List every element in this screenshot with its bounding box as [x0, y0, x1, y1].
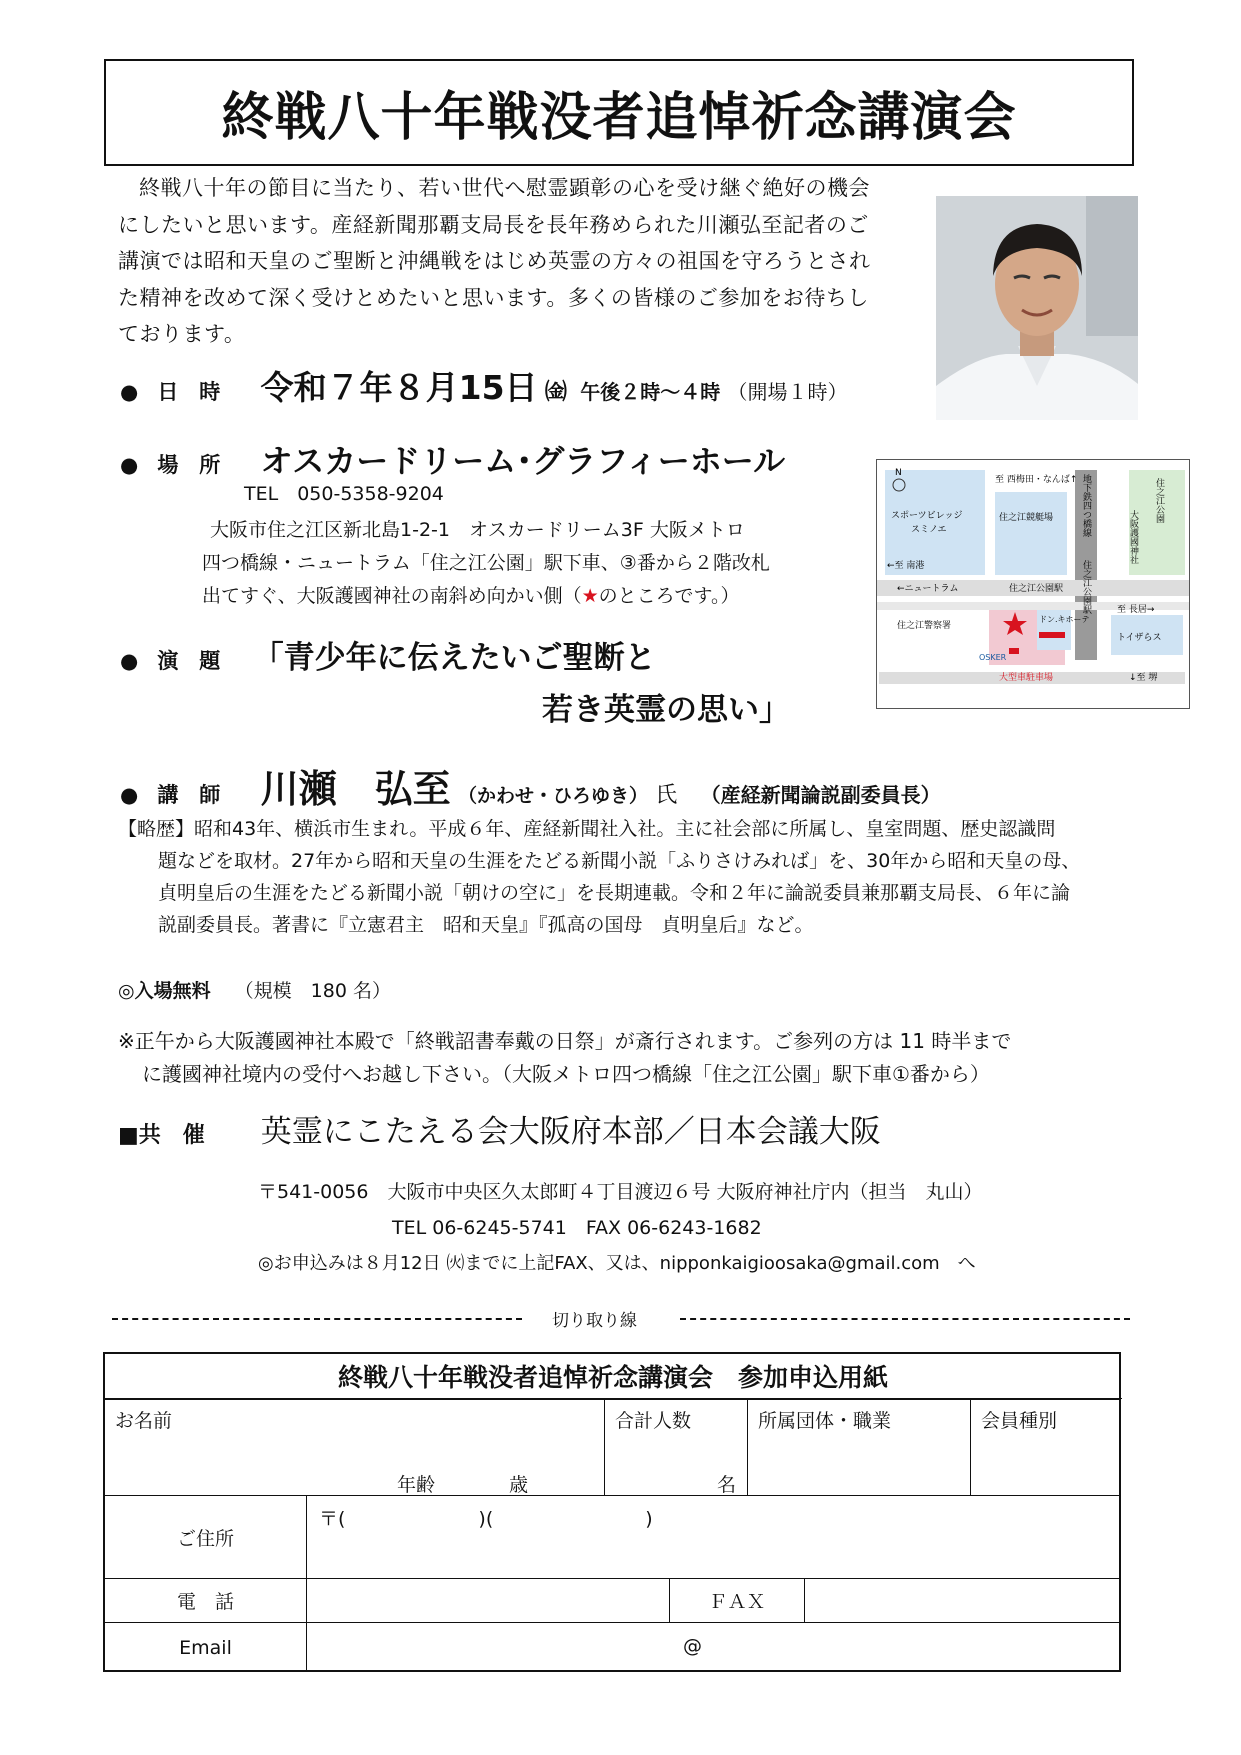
map-label: 至 西梅田・なんば↑ — [995, 475, 1078, 485]
map-label: 至 長居→ — [1117, 605, 1155, 615]
count-label: 合計人数 — [615, 1410, 692, 1432]
phone-label: 電 話 — [105, 1578, 307, 1623]
bullet: ● — [120, 453, 139, 477]
speaker-portrait-image — [936, 196, 1138, 420]
email-label: Email — [105, 1622, 307, 1672]
speaker-position: （産経新聞論説副委員長） — [700, 783, 941, 807]
topic-line: 「青少年に伝えたいご聖断と — [252, 640, 656, 676]
application-form — [103, 1352, 1121, 1672]
topic-row — [120, 632, 656, 677]
bio-line: 【略歴】昭和43年、横浜市生まれ。平成６年、産経新聞社入社。主に社会部に所属し、皇室問題、歴史認識問 — [118, 818, 1056, 840]
star-marker-icon: ★ — [581, 585, 599, 607]
name-label: お名前 — [115, 1410, 173, 1432]
page-title: 終戦八十年戦没者追悼祈念講演会 — [221, 88, 1017, 148]
speaker-label: 講 師 — [157, 783, 221, 807]
address-label: ご住所 — [105, 1495, 307, 1579]
name-field[interactable] — [105, 1399, 605, 1496]
intro-line: ております。 — [118, 322, 246, 346]
bullet: ● — [120, 649, 139, 673]
bullet: ● — [120, 783, 139, 807]
event-weekday: ㈮ — [544, 380, 567, 405]
open-time: （開場１時） — [727, 380, 848, 404]
member-label: 会員種別 — [981, 1410, 1058, 1432]
age-unit: 歳 — [509, 1474, 529, 1496]
fax-field[interactable] — [804, 1578, 1121, 1623]
sponsor — [118, 1106, 881, 1151]
access-map-drawing — [877, 460, 1189, 708]
speaker-reading: （かわせ・ひろゆき） — [457, 785, 648, 807]
count-field[interactable] — [604, 1399, 748, 1496]
cut-line-left — [112, 1318, 522, 1320]
topic-line: 若き英霊の思い」 — [542, 692, 790, 728]
event-time: 午後２時～４時 — [580, 380, 721, 404]
venue-row — [120, 436, 785, 482]
note-line: ※正午から大阪護國神社本殿で「終戦詔書奉戴の日祭」が斎行されます。ご参列の方は 11 時半まで — [118, 1029, 1012, 1053]
map-label: 住之江警察署 — [897, 621, 952, 631]
email-field[interactable] — [306, 1622, 1121, 1672]
map-label: トイザらス — [1117, 633, 1162, 643]
speaker-honorific: 氏 — [655, 783, 678, 808]
speaker-name: 川瀬 弘至 — [260, 767, 451, 811]
venue-address-line: 大阪市住之江区新北島1-2-1 オスカードリーム3F 大阪メトロ — [210, 519, 745, 541]
map-north: N — [895, 468, 902, 478]
cut-line-label: 切り取り線 — [552, 1311, 637, 1331]
datetime-row — [120, 362, 848, 409]
bullet: ● — [120, 380, 139, 404]
sponsor-name: 英霊にこたえる会大阪府本部／日本会議大阪 — [260, 1114, 881, 1150]
venue-label: 場 所 — [157, 453, 221, 477]
map-label: 地下鉄四つ橋線 — [1081, 474, 1091, 537]
admission-label: ◎入場無料 — [118, 980, 211, 1002]
map-label: 住之江公園駅 — [1009, 584, 1064, 594]
map-label: 大阪護國神社 — [1128, 510, 1138, 564]
title-box — [104, 59, 1134, 166]
map-label: スポーツビレッジ — [891, 511, 963, 521]
admission — [118, 976, 391, 1003]
contact — [258, 1174, 983, 1282]
address-field[interactable] — [306, 1495, 1121, 1579]
venue-name: オスカードリーム･グラフィーホール — [260, 442, 786, 480]
contact-address: 〒541-0056 大阪市中央区久太郎町４丁目渡辺６号 大阪府神社庁内（担当 丸山） — [258, 1181, 983, 1203]
speaker-photo — [936, 196, 1138, 420]
map-label: OSKER — [979, 653, 1007, 662]
count-unit: 名 — [717, 1474, 737, 1496]
sponsor-label: ■共 催 — [118, 1123, 205, 1148]
map-label: 住之江公園駅 — [1081, 560, 1091, 614]
access-map — [876, 459, 1190, 709]
bio-line: 貞明皇后の生涯をたどる新聞小説「朝けの空に」を長期連載。令和２年に論説委員兼那覇支局長、６年に論 — [158, 882, 1071, 904]
map-label: スミノエ — [911, 525, 947, 535]
form-title: 終戦八十年戦没者追悼祈念講演会 参加申込用紙 — [104, 1353, 1122, 1399]
intro-line: 終戦八十年の節目に当たり、若い世代へ慰霊顕彰の心を受け継ぐ絶好の機会 — [139, 176, 870, 200]
intro-line: た精神を改めて深く受けとめたいと思います。多くの皆様のご参加をお待ちし — [118, 285, 869, 310]
fax-label: ＦＡＸ — [669, 1578, 805, 1623]
intro-line: にしたいと思います。産経新聞那覇支局長を長年務められた川瀬弘至記者のご — [118, 212, 869, 237]
map-label: 大型車駐車場 — [999, 673, 1054, 683]
map-label: 住之江公園 — [1154, 478, 1164, 523]
cut-line-right — [680, 1318, 1130, 1320]
age-label: 年齢 — [397, 1474, 436, 1496]
admission-scale: （規模 180 名） — [234, 980, 391, 1002]
venue-address — [202, 514, 850, 613]
map-label: ←ニュートラム — [897, 584, 959, 594]
phone-field[interactable] — [306, 1578, 670, 1623]
apply-instructions: ◎お申込みは８月12日 ㈫までに上記FAX、又は、nipponkaigioosaka@gmail.com へ — [258, 1253, 976, 1274]
member-field[interactable] — [970, 1399, 1121, 1496]
venue-tel: TEL 050-5358-9204 — [244, 483, 444, 505]
note-line: に護國神社境内の受付へお越し下さい。（大阪メトロ四つ橋線「住之江公園」駅下車①番から） — [142, 1062, 990, 1086]
event-date: 令和７年８月15日 — [260, 368, 538, 407]
org-label: 所属団体・職業 — [758, 1410, 892, 1432]
speaker-bio — [118, 813, 1128, 941]
map-label: ドン.キホーテ — [1039, 615, 1090, 624]
intro-paragraph — [118, 170, 928, 353]
map-label: ←至 南港 — [887, 561, 925, 571]
postal-code: 〒( )( ) — [319, 1508, 653, 1530]
speaker-row — [120, 758, 941, 813]
note — [118, 1025, 1128, 1091]
venue-address-line: 四つ橋線・ニュートラム「住之江公園」駅下車、③番から２階改札 — [202, 552, 770, 574]
org-field[interactable] — [747, 1399, 971, 1496]
intro-line: 講演では昭和天皇のご聖断と沖縄戦をはじめ英霊の方々の祖国を守ろうとされ — [118, 249, 871, 273]
contact-telfax: TEL 06-6245-5741 FAX 06-6243-1682 — [392, 1217, 762, 1239]
topic-label: 演 題 — [157, 649, 221, 673]
bio-line: 説副委員長。著書に『立憲君主 昭和天皇』『孤高の国母 貞明皇后』など。 — [158, 914, 814, 936]
map-label: ↓至 堺 — [1129, 673, 1158, 683]
venue-address-line: 出てすぐ、大阪護國神社の南斜め向かい側（★のところです。） — [202, 585, 740, 607]
datetime-label: 日 時 — [157, 380, 221, 404]
bio-line: 題などを取材。27年から昭和天皇の生涯をたどる新聞小説「ふりさけみれば」を、30年から昭和天皇の母、 — [158, 850, 1081, 872]
email-at: @ — [683, 1635, 702, 1657]
map-label: 住之江競艇場 — [999, 513, 1054, 523]
